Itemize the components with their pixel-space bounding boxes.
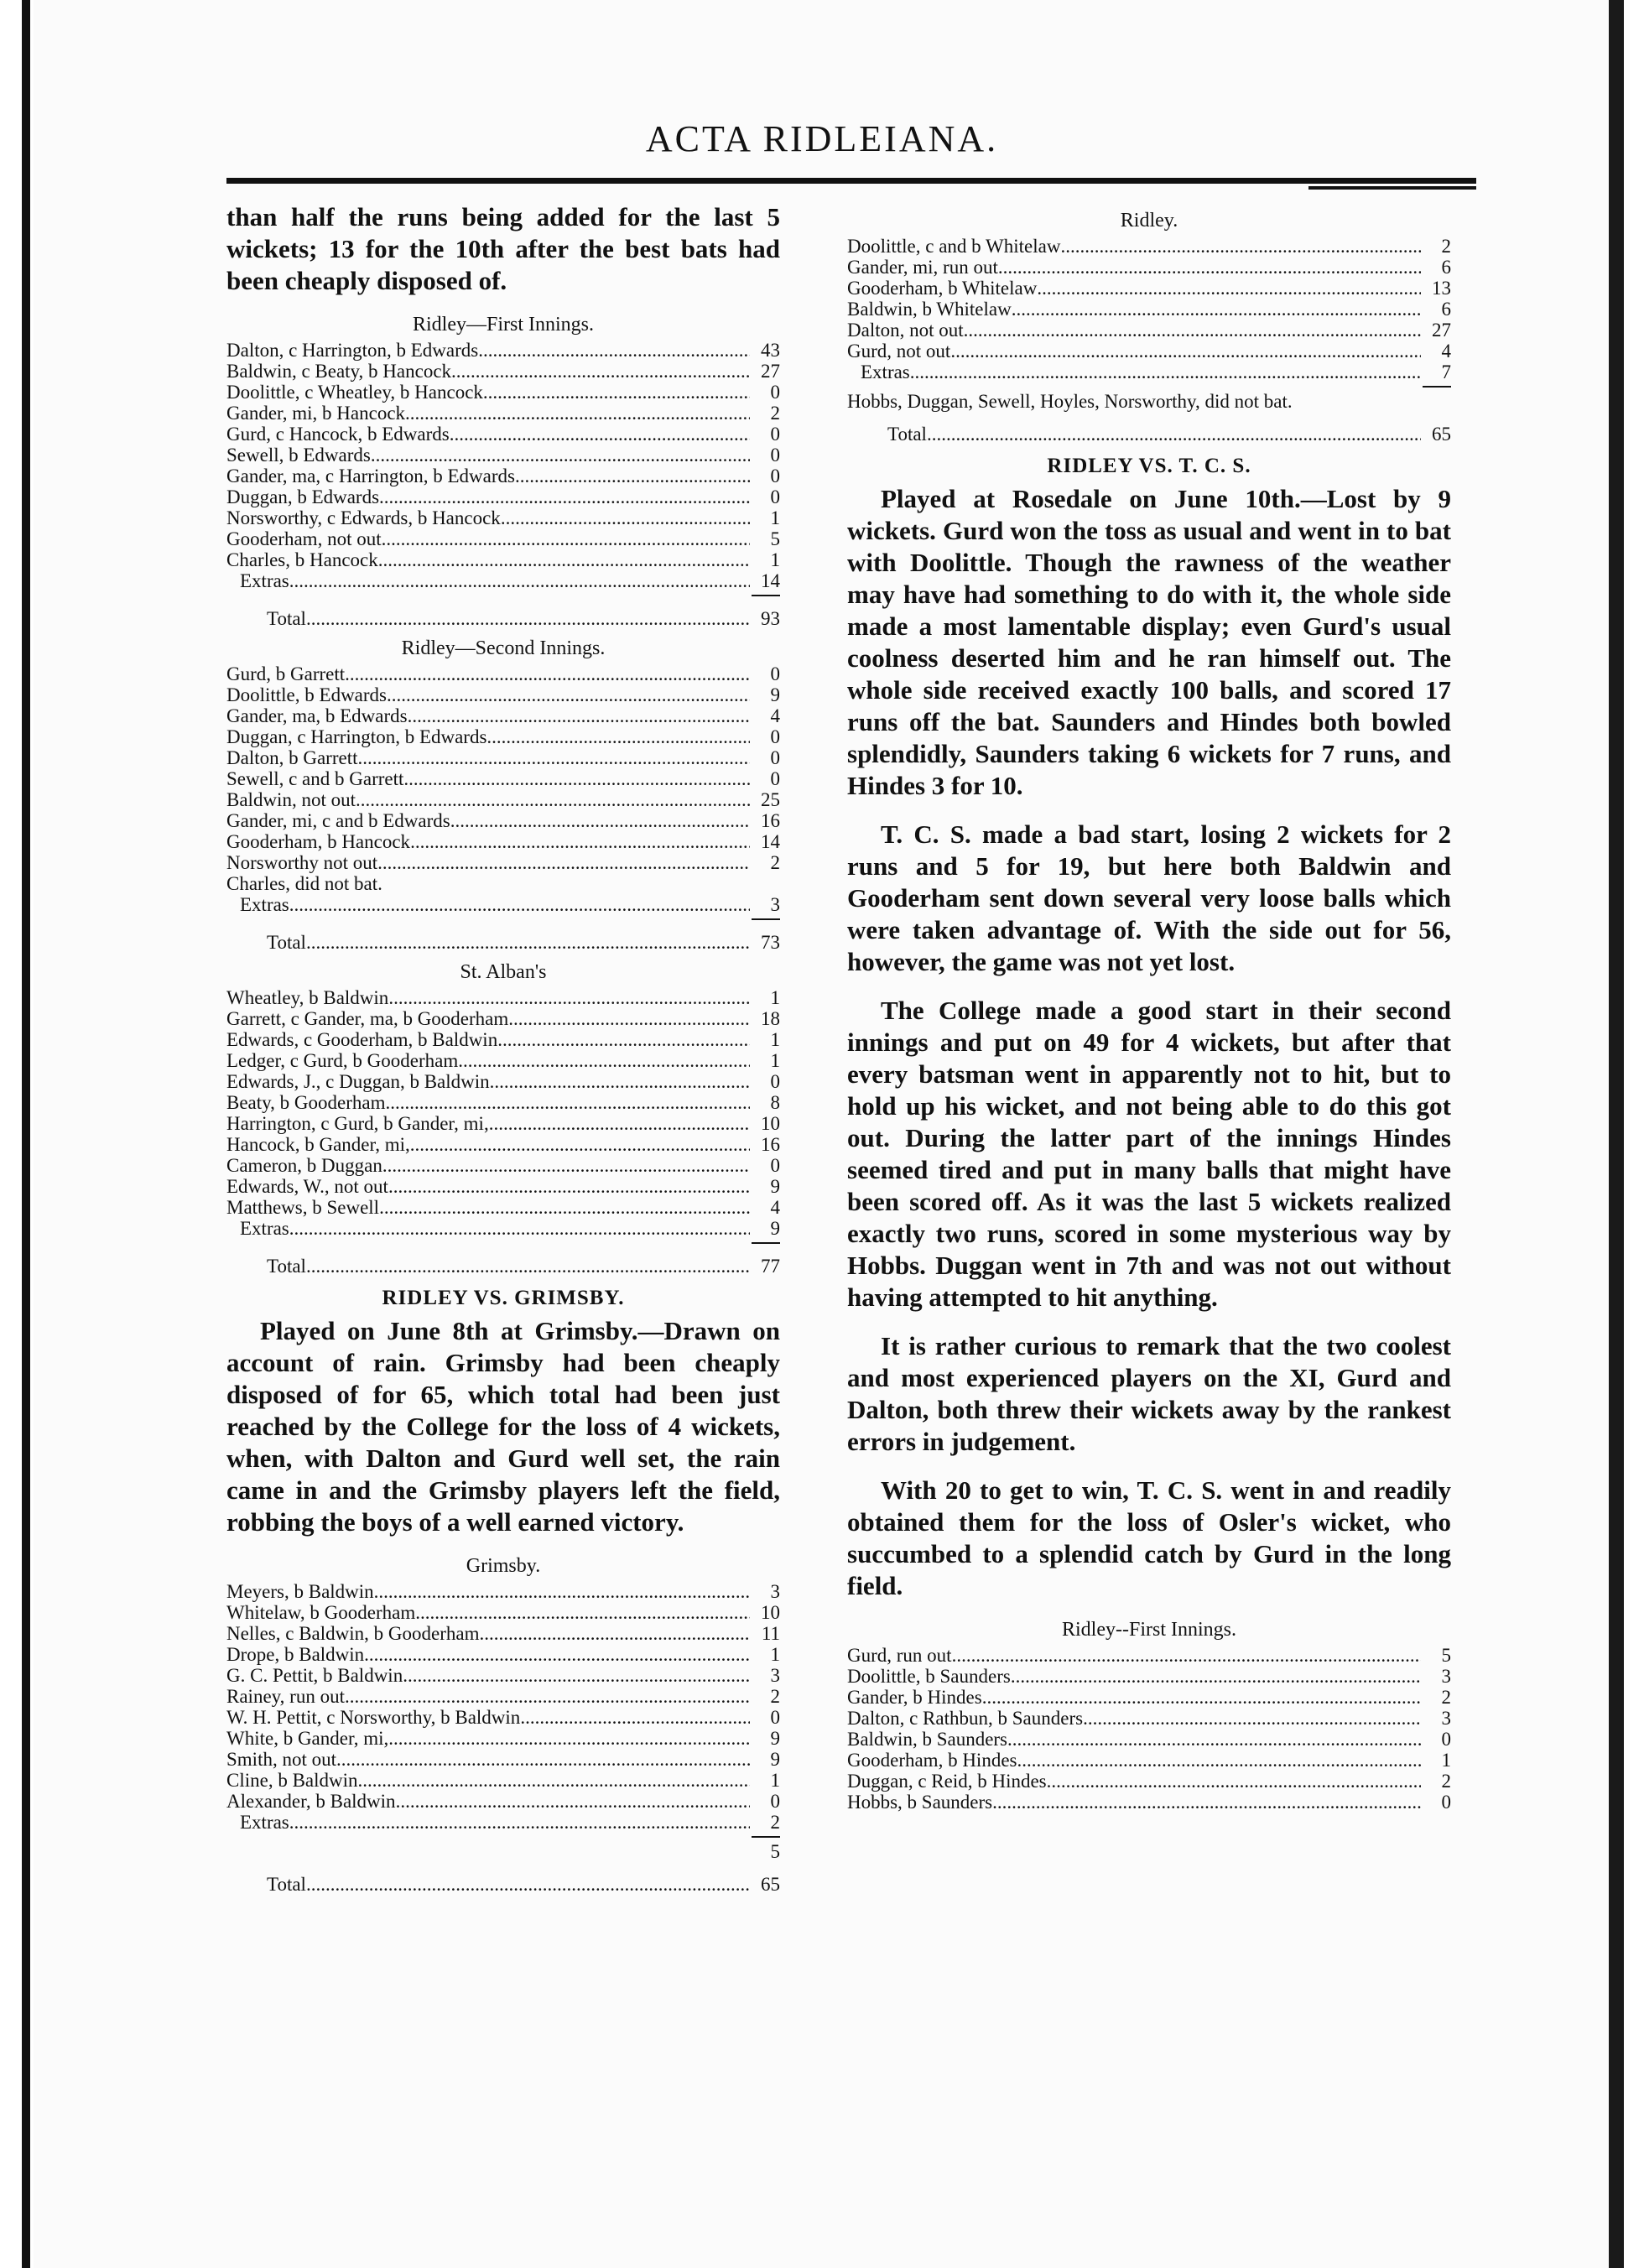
sum-rule [1423,386,1451,388]
extras-value: 5 [770,1841,780,1862]
batsman-entry: Alexander, b Baldwin [226,1791,396,1812]
score-row [226,747,780,768]
right-column [847,201,1451,1813]
scorecard-title: Grimsby. [466,1555,541,1577]
runs-value: 0 [770,726,780,747]
score-row [226,726,780,747]
batsman-entry: Gander, mi, c and b Edwards [226,810,450,831]
score-row [226,1770,780,1791]
runs-value: 2 [1441,1687,1451,1708]
runs-value: 2 [770,1686,780,1707]
total-value: 77 [761,1256,780,1277]
tcs-paragraph: It is rather curious to remark that the two coolest and most experienced players on the XI, Gurd and Dalton, both threw their wickets away by the rankest errors in judgement. [847,1331,1451,1456]
runs-value: 27 [1432,320,1451,341]
header-rule-accent [1308,186,1476,190]
batsman-entry: Sewell, b Edwards [226,445,371,466]
scorecard-title: Ridley—First Innings. [412,314,594,336]
score-row [226,340,780,361]
runs-value: 1 [770,987,780,1008]
score-row [226,1665,780,1686]
tcs-paragraph: T. C. S. made a bad start, losing 2 wickets for 2 runs and 5 for 19, but here both Baldwin and Gooderham sent down several very loose balls which were taken advantage of. With the side out for 56, however, the game was not yet lost. [847,819,1451,976]
runs-value: 10 [761,1113,780,1134]
batsman-entry: Gander, b Hindes [847,1687,982,1708]
score-row [226,1134,780,1155]
score-row [226,705,780,726]
score-row [226,810,780,831]
score-row [847,341,1451,362]
score-row [226,1749,780,1770]
running-header: ACTA RIDLEIANA. [645,118,999,159]
batsman-entry: Extras [240,1218,289,1239]
total-label: Total [267,1874,306,1895]
runs-value: 16 [761,1134,780,1155]
batsman-entry: Edwards, c Gooderham, b Baldwin [226,1029,498,1050]
runs-value: 2 [770,852,780,873]
scorecard-tcs-first [847,1645,1451,1813]
runs-value: 14 [761,831,780,852]
batsman-entry: Dalton, c Rathbun, b Saunders [847,1708,1084,1729]
runs-value: 1 [770,1644,780,1665]
batsman-entry: Gooderham, not out [226,528,382,549]
score-row [226,1686,780,1707]
batsman-entry: Gander, ma, c Harrington, b Edwards [226,466,515,486]
runs-value: 1 [770,549,780,570]
scorecard-title: Ridley. [1120,210,1178,231]
batsman-entry: Nelles, c Baldwin, b Gooderham [226,1623,480,1644]
runs-value: 14 [761,570,780,591]
grimsby-paragraph: Played on June 8th at Grimsby.—Drawn on account of rain. Grimsby had been cheaply disposed of for 65, which total had been just reached by the College for the loss of 4 wickets, when, with Dalton and Gurd well set, the rain came in and the Grimsby players left the field, robbing the boys of a well earned victory. [226,1316,780,1537]
score-row [847,257,1451,278]
sum-rule [752,918,780,920]
score-row [226,789,780,810]
score-row [226,1707,780,1728]
extras-continuation-row [226,1841,780,1862]
total-row [847,424,1451,445]
score-row [226,1071,780,1092]
runs-value: 6 [1441,257,1451,278]
score-row [847,362,1451,382]
batsman-entry: Duggan, c Harrington, b Edwards [226,726,487,747]
runs-value: 25 [761,789,780,810]
total-label: Total [267,608,306,629]
section-heading: RIDLEY VS. GRIMSBY. [382,1287,625,1309]
batsman-entry: Norsworthy not out [226,852,378,873]
score-row [226,1218,780,1239]
runs-value: 0 [770,1071,780,1092]
score-row [226,466,780,486]
batsman-entry: Hobbs, b Saunders [847,1792,993,1813]
batsman-entry: Beaty, b Gooderham [226,1092,386,1113]
runs-value: 1 [770,507,780,528]
score-row [226,873,780,894]
score-row [226,570,780,591]
runs-value: 0 [770,486,780,507]
runs-value: 1 [770,1029,780,1050]
total-label: Total [887,424,927,445]
runs-value: 27 [761,361,780,382]
batsman-entry: White, b Gander, mi, [226,1728,389,1749]
runs-value: 13 [1432,278,1451,299]
runs-value: 3 [1441,1666,1451,1687]
tcs-paragraph: The College made a good start in their second innings and put on 49 for 4 wickets, but after that every batsman went in apparently not to hit, but to hold up his wicket, and not being able to do this got out. During the latter part of the innings Hindes seemed tired and put in many balls that might have been scored off. As it was the last 5 wickets realized exactly two runs, scored in some mysterious way by Hobbs. Duggan went in 7th and was not out without having attempted to hit anything. [847,996,1451,1312]
batsman-entry: Cameron, b Duggan [226,1155,382,1176]
total-value: 93 [761,608,780,629]
did-not-bat-text: Hobbs, Duggan, Sewell, Hoyles, Norsworthy, did not bat. [847,391,1293,412]
batsman-entry: Duggan, b Edwards [226,486,380,507]
batsman-entry: Whitelaw, b Gooderham [226,1602,416,1623]
batsman-entry: Gander, ma, b Edwards [226,705,408,726]
runs-value: 3 [770,1665,780,1686]
batsman-entry: Baldwin, b Whitelaw [847,299,1012,320]
batsman-entry: Gooderham, b Hindes [847,1750,1017,1771]
total-value: 65 [761,1874,780,1895]
batsman-entry: Edwards, J., c Duggan, b Baldwin [226,1071,490,1092]
batsman-entry: Gurd, b Garrett [226,663,346,684]
score-row [226,987,780,1008]
score-row [847,1687,1451,1708]
batsman-entry: Meyers, b Baldwin [226,1581,374,1602]
header-rule [226,178,1476,184]
score-row [226,768,780,789]
batsman-entry: Charles, b Hancock [226,549,378,570]
runs-value: 6 [1441,299,1451,320]
score-row [226,486,780,507]
batsman-entry: Extras [861,362,910,382]
runs-value: 11 [761,1623,780,1644]
runs-value: 3 [770,1581,780,1602]
batsman-entry: Dalton, not out [847,320,964,341]
tcs-paragraph: With 20 to get to win, T. C. S. went in and readily obtained them for the loss of Osler's wicket, who succumbed to a splendid catch by Gurd in the long field. [847,1475,1451,1600]
total-row [226,932,780,953]
score-row [847,236,1451,257]
scorecard-grimsby [226,1581,780,1838]
score-row [226,528,780,549]
score-row [226,1008,780,1029]
batsman-entry: Baldwin, not out [226,789,356,810]
score-row [847,1729,1451,1750]
batsman-entry: Gurd, not out [847,341,951,362]
runs-value: 4 [1441,341,1451,362]
score-row [226,1623,780,1644]
runs-value: 4 [770,705,780,726]
batsman-entry: Gurd, run out [847,1645,952,1666]
score-row [847,1792,1451,1813]
runs-value: 2 [1441,236,1451,257]
score-row [226,382,780,403]
score-row [226,445,780,466]
left-column [226,201,780,1895]
runs-value: 9 [770,684,780,705]
tcs-paragraph: Played at Rosedale on June 10th.—Lost by 9 wickets. Gurd won the toss as usual and went in to bat with Doolittle. Though the rawness of the weather may have had something to do with it, the whole side made a most lamentable display; even Gurd's usual coolness deserted him and he ran himself out. The whole side received exactly 100 balls, and scored 17 runs off the bat. Saunders and Hindes both bowled splendidly, Saunders taking 6 wickets for 7 runs, and Hindes 3 for 10. [847,484,1451,800]
section-heading: RIDLEY VS. T. C. S. [1047,455,1251,477]
batsman-entry: Doolittle, b Saunders [847,1666,1011,1687]
total-value: 65 [1432,424,1451,445]
score-row [847,1708,1451,1729]
score-row [226,1155,780,1176]
runs-value: 0 [1441,1792,1451,1813]
batsman-entry: Norsworthy, c Edwards, b Hancock [226,507,501,528]
score-row [226,1728,780,1749]
batsman-entry: W. H. Pettit, c Norsworthy, b Baldwin [226,1707,521,1728]
score-row [226,1602,780,1623]
score-row [226,1812,780,1833]
score-row [226,424,780,445]
score-row [226,1581,780,1602]
runs-value: 9 [770,1728,780,1749]
batsman-entry: Rainey, run out [226,1686,345,1707]
batsman-entry: Gooderham, b Hancock [226,831,411,852]
runs-value: 0 [770,1707,780,1728]
batsman-entry: Harrington, c Gurd, b Gander, mi, [226,1113,489,1134]
runs-value: 0 [770,663,780,684]
batsman-entry: Dalton, b Garrett [226,747,358,768]
intro-paragraph: than half the runs being added for the last 5 wickets; 13 for the 10th after the best bats had been cheaply disposed of. [226,202,780,295]
runs-value: 1 [770,1770,780,1791]
score-row [226,361,780,382]
score-row [226,403,780,424]
runs-value: 3 [770,894,780,915]
batsman-entry: Hancock, b Gander, mi, [226,1134,410,1155]
runs-value: 1 [1441,1750,1451,1771]
total-row [226,1874,780,1895]
runs-value: 43 [761,340,780,361]
runs-value: 9 [770,1749,780,1770]
runs-value: 0 [770,382,780,403]
total-row [226,1256,780,1277]
total-label: Total [267,1256,306,1277]
total-value: 73 [761,932,780,953]
runs-value: 5 [770,528,780,549]
score-row [226,663,780,684]
batsman-entry: Doolittle, b Edwards [226,684,387,705]
score-row [226,549,780,570]
score-row [226,684,780,705]
score-row [226,831,780,852]
did-not-bat-row [847,391,1451,412]
batsman-entry: Gurd, c Hancock, b Edwards [226,424,450,445]
total-label: Total [267,932,306,953]
batsman-entry: Baldwin, b Saunders [847,1729,1008,1750]
score-row [226,894,780,915]
batsman-entry: Wheatley, b Baldwin [226,987,389,1008]
batsman-entry: Charles, did not bat. [226,873,382,894]
batsman-entry: Extras [240,894,289,915]
sum-rule [752,1242,780,1244]
scorecard-title: Ridley—Second Innings. [401,637,606,659]
page-edge-left [22,0,30,2268]
batsman-entry: Sewell, c and b Garrett [226,768,404,789]
runs-value: 0 [770,1791,780,1812]
batsman-entry: G. C. Pettit, b Baldwin [226,1665,403,1686]
score-row [847,1750,1451,1771]
scorecard-st-albans [226,987,780,1244]
batsman-entry: Extras [240,1812,289,1833]
runs-value: 0 [770,466,780,486]
batsman-entry: Smith, not out [226,1749,336,1770]
runs-value: 0 [770,747,780,768]
score-row [226,507,780,528]
batsman-entry: Cline, b Baldwin [226,1770,358,1791]
batsman-entry: Dalton, c Harrington, b Edwards [226,340,479,361]
sum-rule [752,1836,780,1838]
score-row [847,278,1451,299]
runs-value: 7 [1441,362,1451,382]
scorecard-ridley-vs-grimsby [847,236,1451,388]
batsman-entry: Doolittle, c and b Whitelaw [847,236,1061,257]
runs-value: 2 [770,403,780,424]
batsman-entry: Gooderham, b Whitelaw [847,278,1038,299]
score-row [847,299,1451,320]
runs-value: 16 [761,810,780,831]
runs-value: 1 [770,1050,780,1071]
runs-value: 5 [1441,1645,1451,1666]
runs-value: 0 [1441,1729,1451,1750]
runs-value: 9 [770,1218,780,1239]
scorecard-title: Ridley--First Innings. [1062,1619,1236,1641]
runs-value: 18 [761,1008,780,1029]
batsman-entry: Ledger, c Gurd, b Gooderham [226,1050,459,1071]
runs-value: 9 [770,1176,780,1197]
score-row [226,1791,780,1812]
score-row [847,1645,1451,1666]
runs-value: 2 [1441,1771,1451,1792]
page-edge-right [1609,0,1624,2268]
runs-value: 8 [770,1092,780,1113]
batsman-entry: Edwards, W., not out [226,1176,388,1197]
score-row [226,1197,780,1218]
score-row [847,1666,1451,1687]
batsman-entry: Gander, mi, run out [847,257,998,278]
batsman-entry: Doolittle, c Wheatley, b Hancock [226,382,483,403]
score-row [847,320,1451,341]
score-row [226,852,780,873]
runs-value: 0 [770,768,780,789]
scorecard-title: St. Alban's [460,961,547,983]
sum-rule [752,595,780,596]
batsman-entry: Duggan, c Reid, b Hindes [847,1771,1047,1792]
score-row [226,1176,780,1197]
score-row [226,1644,780,1665]
total-row [226,608,780,629]
runs-value: 3 [1441,1708,1451,1729]
batsman-entry: Extras [240,570,289,591]
runs-value: 2 [770,1812,780,1833]
runs-value: 0 [770,424,780,445]
scorecard-ridley-first [226,340,780,596]
score-row [847,1771,1451,1792]
batsman-entry: Matthews, b Sewell [226,1197,380,1218]
batsman-entry: Drope, b Baldwin [226,1644,365,1665]
batsman-entry: Gander, mi, b Hancock [226,403,406,424]
scorecard-ridley-second [226,663,780,920]
runs-value: 0 [770,1155,780,1176]
runs-value: 0 [770,445,780,466]
score-row [226,1029,780,1050]
score-row [226,1050,780,1071]
score-row [226,1092,780,1113]
score-row [226,1113,780,1134]
runs-value: 4 [770,1197,780,1218]
batsman-entry: Baldwin, c Beaty, b Hancock [226,361,452,382]
runs-value: 10 [761,1602,780,1623]
batsman-entry: Garrett, c Gander, ma, b Gooderham [226,1008,509,1029]
